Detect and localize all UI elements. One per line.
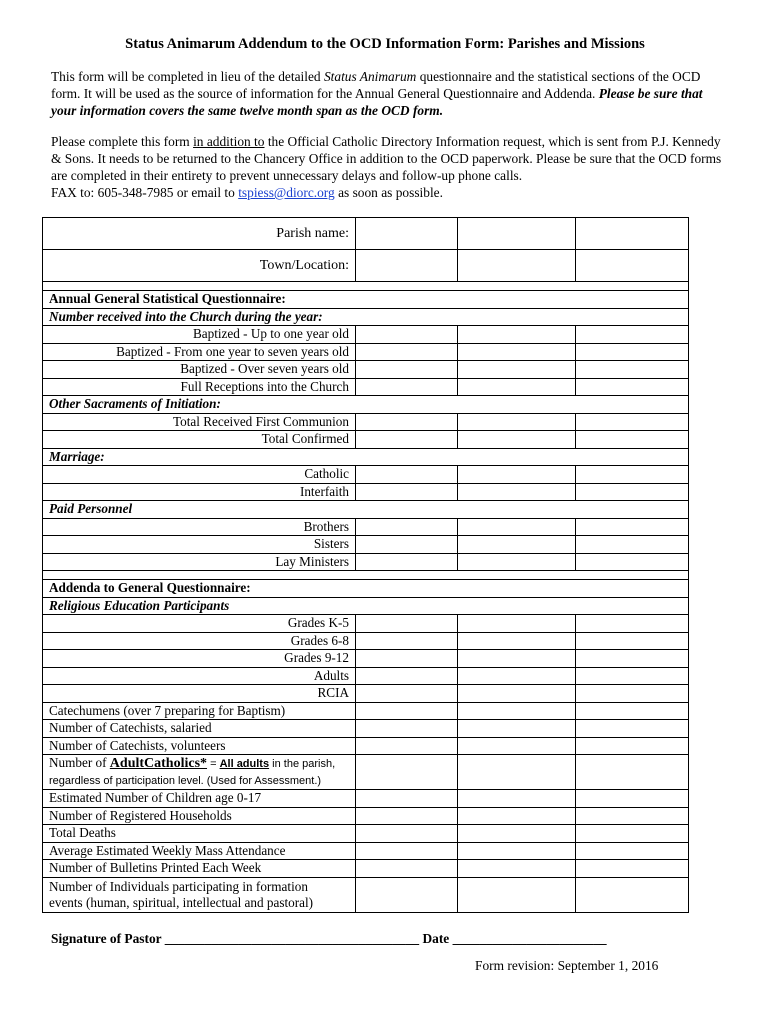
table-row [43, 702, 689, 720]
row-label: Parish name: [43, 218, 356, 250]
section-annual-general-text: Annual General Statistical Questionnaire: [43, 291, 689, 309]
table-row-input-2[interactable] [458, 860, 576, 878]
table-row-input-3[interactable] [576, 842, 689, 860]
signature-field[interactable]: ______________________________________ [164, 931, 420, 946]
table-row-input-3[interactable] [576, 807, 689, 825]
instructions-paragraph [51, 133, 731, 201]
instructions-underlined: in addition to [193, 134, 265, 149]
section-personnel-text: Paid Personnel [43, 501, 689, 519]
table-row-input-2[interactable] [458, 667, 576, 685]
table-row [43, 737, 689, 755]
table-row-input-1[interactable] [356, 343, 458, 361]
formation-input-1[interactable] [356, 877, 458, 912]
table-row-input-3[interactable] [576, 343, 689, 361]
table-row-input-2[interactable] [458, 343, 576, 361]
row-label: Total Confirmed [43, 431, 356, 449]
table-row-input-2[interactable] [458, 842, 576, 860]
table-row-input-3[interactable] [576, 518, 689, 536]
table-row-input-2[interactable] [458, 632, 576, 650]
row-label: Full Receptions into the Church [43, 378, 356, 396]
section-marriage [43, 448, 689, 466]
table-row-input-1[interactable] [356, 326, 458, 344]
adult-term: AdultCatholics* [109, 756, 208, 771]
table-row [43, 361, 689, 379]
row-label: Catholic [43, 466, 356, 484]
table-row [43, 825, 689, 843]
table-row-input-3[interactable] [576, 326, 689, 344]
table-row [43, 685, 689, 703]
table-row-input-1[interactable] [356, 413, 458, 431]
table-row-input-3[interactable] [576, 361, 689, 379]
table-row-input-3[interactable] [576, 553, 689, 571]
row-label: Total Received First Communion [43, 413, 356, 431]
table-row-input-3[interactable] [576, 667, 689, 685]
row-label: Baptized - Over seven years old [43, 361, 356, 379]
row-label: Grades 6-8 [43, 632, 356, 650]
table-row-input-1[interactable] [356, 825, 458, 843]
table-row-input-2[interactable] [458, 720, 576, 738]
section-sacraments [43, 396, 689, 414]
table-row-input-1[interactable] [356, 431, 458, 449]
row-label: Number of Catechists, volunteers [43, 737, 356, 755]
statistics-table [42, 217, 689, 913]
table-row-input-2[interactable] [458, 553, 576, 571]
signature-label: Signature of Pastor [51, 931, 165, 946]
table-row-input-1[interactable] [356, 720, 458, 738]
row-label: Estimated Number of Children age 0-17 [43, 790, 356, 808]
table-row-input-3[interactable] [576, 790, 689, 808]
table-row-input-2[interactable] [458, 615, 576, 633]
parish-name-row-input-2[interactable] [458, 218, 576, 250]
table-row-input-2[interactable] [458, 685, 576, 703]
row-label: Average Estimated Weekly Mass Attendance [43, 842, 356, 860]
table-row-input-3[interactable] [576, 483, 689, 501]
row-label: Number of Registered Households [43, 807, 356, 825]
table-row-input-3[interactable] [576, 737, 689, 755]
adult-line1-suffix: in the parish, [269, 758, 336, 770]
adult-eq: = [207, 758, 220, 770]
table-row-input-1[interactable] [356, 632, 458, 650]
table-row-input-1[interactable] [356, 518, 458, 536]
table-row-input-3[interactable] [576, 378, 689, 396]
formation-input-2[interactable] [458, 877, 576, 912]
table-row-input-1[interactable] [356, 807, 458, 825]
table-row-input-1[interactable] [356, 667, 458, 685]
section-addenda-text: Addenda to General Questionnaire: [43, 580, 689, 598]
parish-name-row-input-1[interactable] [356, 218, 458, 250]
table-row [43, 790, 689, 808]
table-row [43, 343, 689, 361]
intro-paragraph [51, 68, 731, 119]
table-row-input-3[interactable] [576, 632, 689, 650]
adult-catholics-input-1[interactable] [356, 755, 458, 790]
adult-catholics-input-3[interactable] [576, 755, 689, 790]
section-religious-ed [43, 597, 689, 615]
table-row-input-2[interactable] [458, 326, 576, 344]
table-row [43, 536, 689, 554]
table-row-input-3[interactable] [576, 466, 689, 484]
row-label: Grades K-5 [43, 615, 356, 633]
table-row-input-1[interactable] [356, 483, 458, 501]
signature-line [51, 931, 607, 947]
town-location-row [43, 250, 689, 282]
table-row-input-3[interactable] [576, 431, 689, 449]
fax-prefix: FAX to: 605-348-7985 or email to [51, 185, 239, 200]
table-row [43, 860, 689, 878]
table-row [43, 553, 689, 571]
table-row-input-1[interactable] [356, 860, 458, 878]
form-revision: Form revision: September 1, 2016 [475, 958, 659, 973]
instructions-text-2: the Official Catholic Directory Information request, which is sent from P.J. Kennedy & Sons. It needs to be returned to the Chancery Office in addition to the OCD paperwork. Please be sure that the OCD forms are completed in their entirety to prevent unnecessary delays and follow-up phone calls. [51, 134, 722, 183]
instructions-text-1: Please complete this form [51, 134, 194, 149]
table-row [43, 466, 689, 484]
table-row [43, 632, 689, 650]
table-row-input-3[interactable] [576, 650, 689, 668]
table-row-input-3[interactable] [576, 536, 689, 554]
spacer-row [43, 571, 689, 580]
table-row-input-2[interactable] [458, 650, 576, 668]
table-row-input-1[interactable] [356, 702, 458, 720]
table-row-input-2[interactable] [458, 536, 576, 554]
parish-name-row-input-3[interactable] [576, 218, 689, 250]
adult-catholics-input-2[interactable] [458, 755, 576, 790]
table-row-input-2[interactable] [458, 378, 576, 396]
intro-text-2: questionnaire and the statistical sections of the OCD form. It will be used as the source of information for the Annual General Questionnaire and Addenda. [51, 69, 701, 101]
section-sacraments-text: Other Sacraments of Initiation: [43, 396, 689, 414]
email-link[interactable]: tspiess@diorc.org [238, 185, 335, 200]
row-label: Interfaith [43, 483, 356, 501]
date-label: Date [419, 931, 453, 946]
formation-input-3[interactable] [576, 877, 689, 912]
table-row [43, 413, 689, 431]
row-label: Sisters [43, 536, 356, 554]
row-label: Brothers [43, 518, 356, 536]
adult-catholics-row [43, 755, 689, 790]
adult-prefix: Number of [49, 755, 110, 770]
table-row [43, 807, 689, 825]
table-row [43, 378, 689, 396]
table-row-input-1[interactable] [356, 650, 458, 668]
table-row-input-2[interactable] [458, 702, 576, 720]
date-field[interactable]: _______________________ [452, 931, 607, 946]
formation-label [43, 877, 356, 912]
table-row-input-2[interactable] [458, 807, 576, 825]
formation-line2: events (human, spiritual, intellectual and pastoral) [49, 894, 314, 910]
table-row [43, 431, 689, 449]
table-row-input-2[interactable] [458, 361, 576, 379]
table-row [43, 650, 689, 668]
row-label: Lay Ministers [43, 553, 356, 571]
table-row-input-2[interactable] [458, 483, 576, 501]
table-row-input-1[interactable] [356, 685, 458, 703]
table-row [43, 326, 689, 344]
form-title: Status Animarum Addendum to the OCD Information Form: Parishes and Missions [125, 36, 645, 52]
formation-row [43, 877, 689, 912]
town-location-row-input-1[interactable] [356, 250, 458, 282]
fax-suffix: as soon as possible. [334, 185, 443, 200]
table-row-input-3[interactable] [576, 615, 689, 633]
table-row-input-3[interactable] [576, 720, 689, 738]
table-row [43, 518, 689, 536]
parish-name-row [43, 218, 689, 250]
row-label: Total Deaths [43, 825, 356, 843]
row-label: Baptized - From one year to seven years old [43, 343, 356, 361]
formation-line1: Number of Individuals participating in formation [49, 878, 308, 894]
table-row-input-1[interactable] [356, 790, 458, 808]
section-annual-general [43, 291, 689, 309]
table-row-input-3[interactable] [576, 702, 689, 720]
section-received-text: Number received into the Church during the year: [43, 308, 689, 326]
town-location-row-input-2[interactable] [458, 250, 576, 282]
row-label: Catechumens (over 7 preparing for Baptism) [43, 702, 356, 720]
table-row-input-1[interactable] [356, 553, 458, 571]
table-row-input-1[interactable] [356, 615, 458, 633]
table-row-input-1[interactable] [356, 378, 458, 396]
table-row-input-2[interactable] [458, 518, 576, 536]
table-row-input-3[interactable] [576, 685, 689, 703]
adult-catholics-label [43, 755, 356, 790]
table-row-input-2[interactable] [458, 737, 576, 755]
table-row-input-3[interactable] [576, 413, 689, 431]
table-row [43, 667, 689, 685]
table-row-input-1[interactable] [356, 536, 458, 554]
table-row-input-2[interactable] [458, 431, 576, 449]
table-row-input-2[interactable] [458, 466, 576, 484]
table-row [43, 720, 689, 738]
section-personnel [43, 501, 689, 519]
table-row-input-2[interactable] [458, 825, 576, 843]
table-row-input-3[interactable] [576, 825, 689, 843]
row-label: Number of Catechists, salaried [43, 720, 356, 738]
table-row-input-3[interactable] [576, 860, 689, 878]
table-row-input-1[interactable] [356, 842, 458, 860]
table-row-input-1[interactable] [356, 737, 458, 755]
row-label: Number of Bulletins Printed Each Week [43, 860, 356, 878]
row-label: Town/Location: [43, 250, 356, 282]
table-row-input-1[interactable] [356, 466, 458, 484]
section-received [43, 308, 689, 326]
section-religious-ed-text: Religious Education Participants [43, 597, 689, 615]
row-label: Adults [43, 667, 356, 685]
table-row [43, 615, 689, 633]
row-label: Grades 9-12 [43, 650, 356, 668]
section-marriage-text: Marriage: [43, 448, 689, 466]
table-row-input-1[interactable] [356, 361, 458, 379]
row-label: RCIA [43, 685, 356, 703]
intro-text-1: This form will be completed in lieu of the detailed [51, 69, 324, 84]
spacer-row [43, 282, 689, 291]
intro-italic-term: Status Animarum [323, 69, 417, 84]
table-row-input-2[interactable] [458, 413, 576, 431]
intro-emphasis: Please be sure that your information covers the same twelve month span as the OCD form. [51, 86, 703, 118]
table-row-input-2[interactable] [458, 790, 576, 808]
all-adults: All adults [219, 758, 270, 770]
town-location-row-input-3[interactable] [576, 250, 689, 282]
table-row [43, 483, 689, 501]
adult-line2: regardless of participation level. (Used for Assessment.) [49, 775, 322, 787]
section-addenda [43, 580, 689, 598]
row-label: Baptized - Up to one year old [43, 326, 356, 344]
table-row [43, 842, 689, 860]
